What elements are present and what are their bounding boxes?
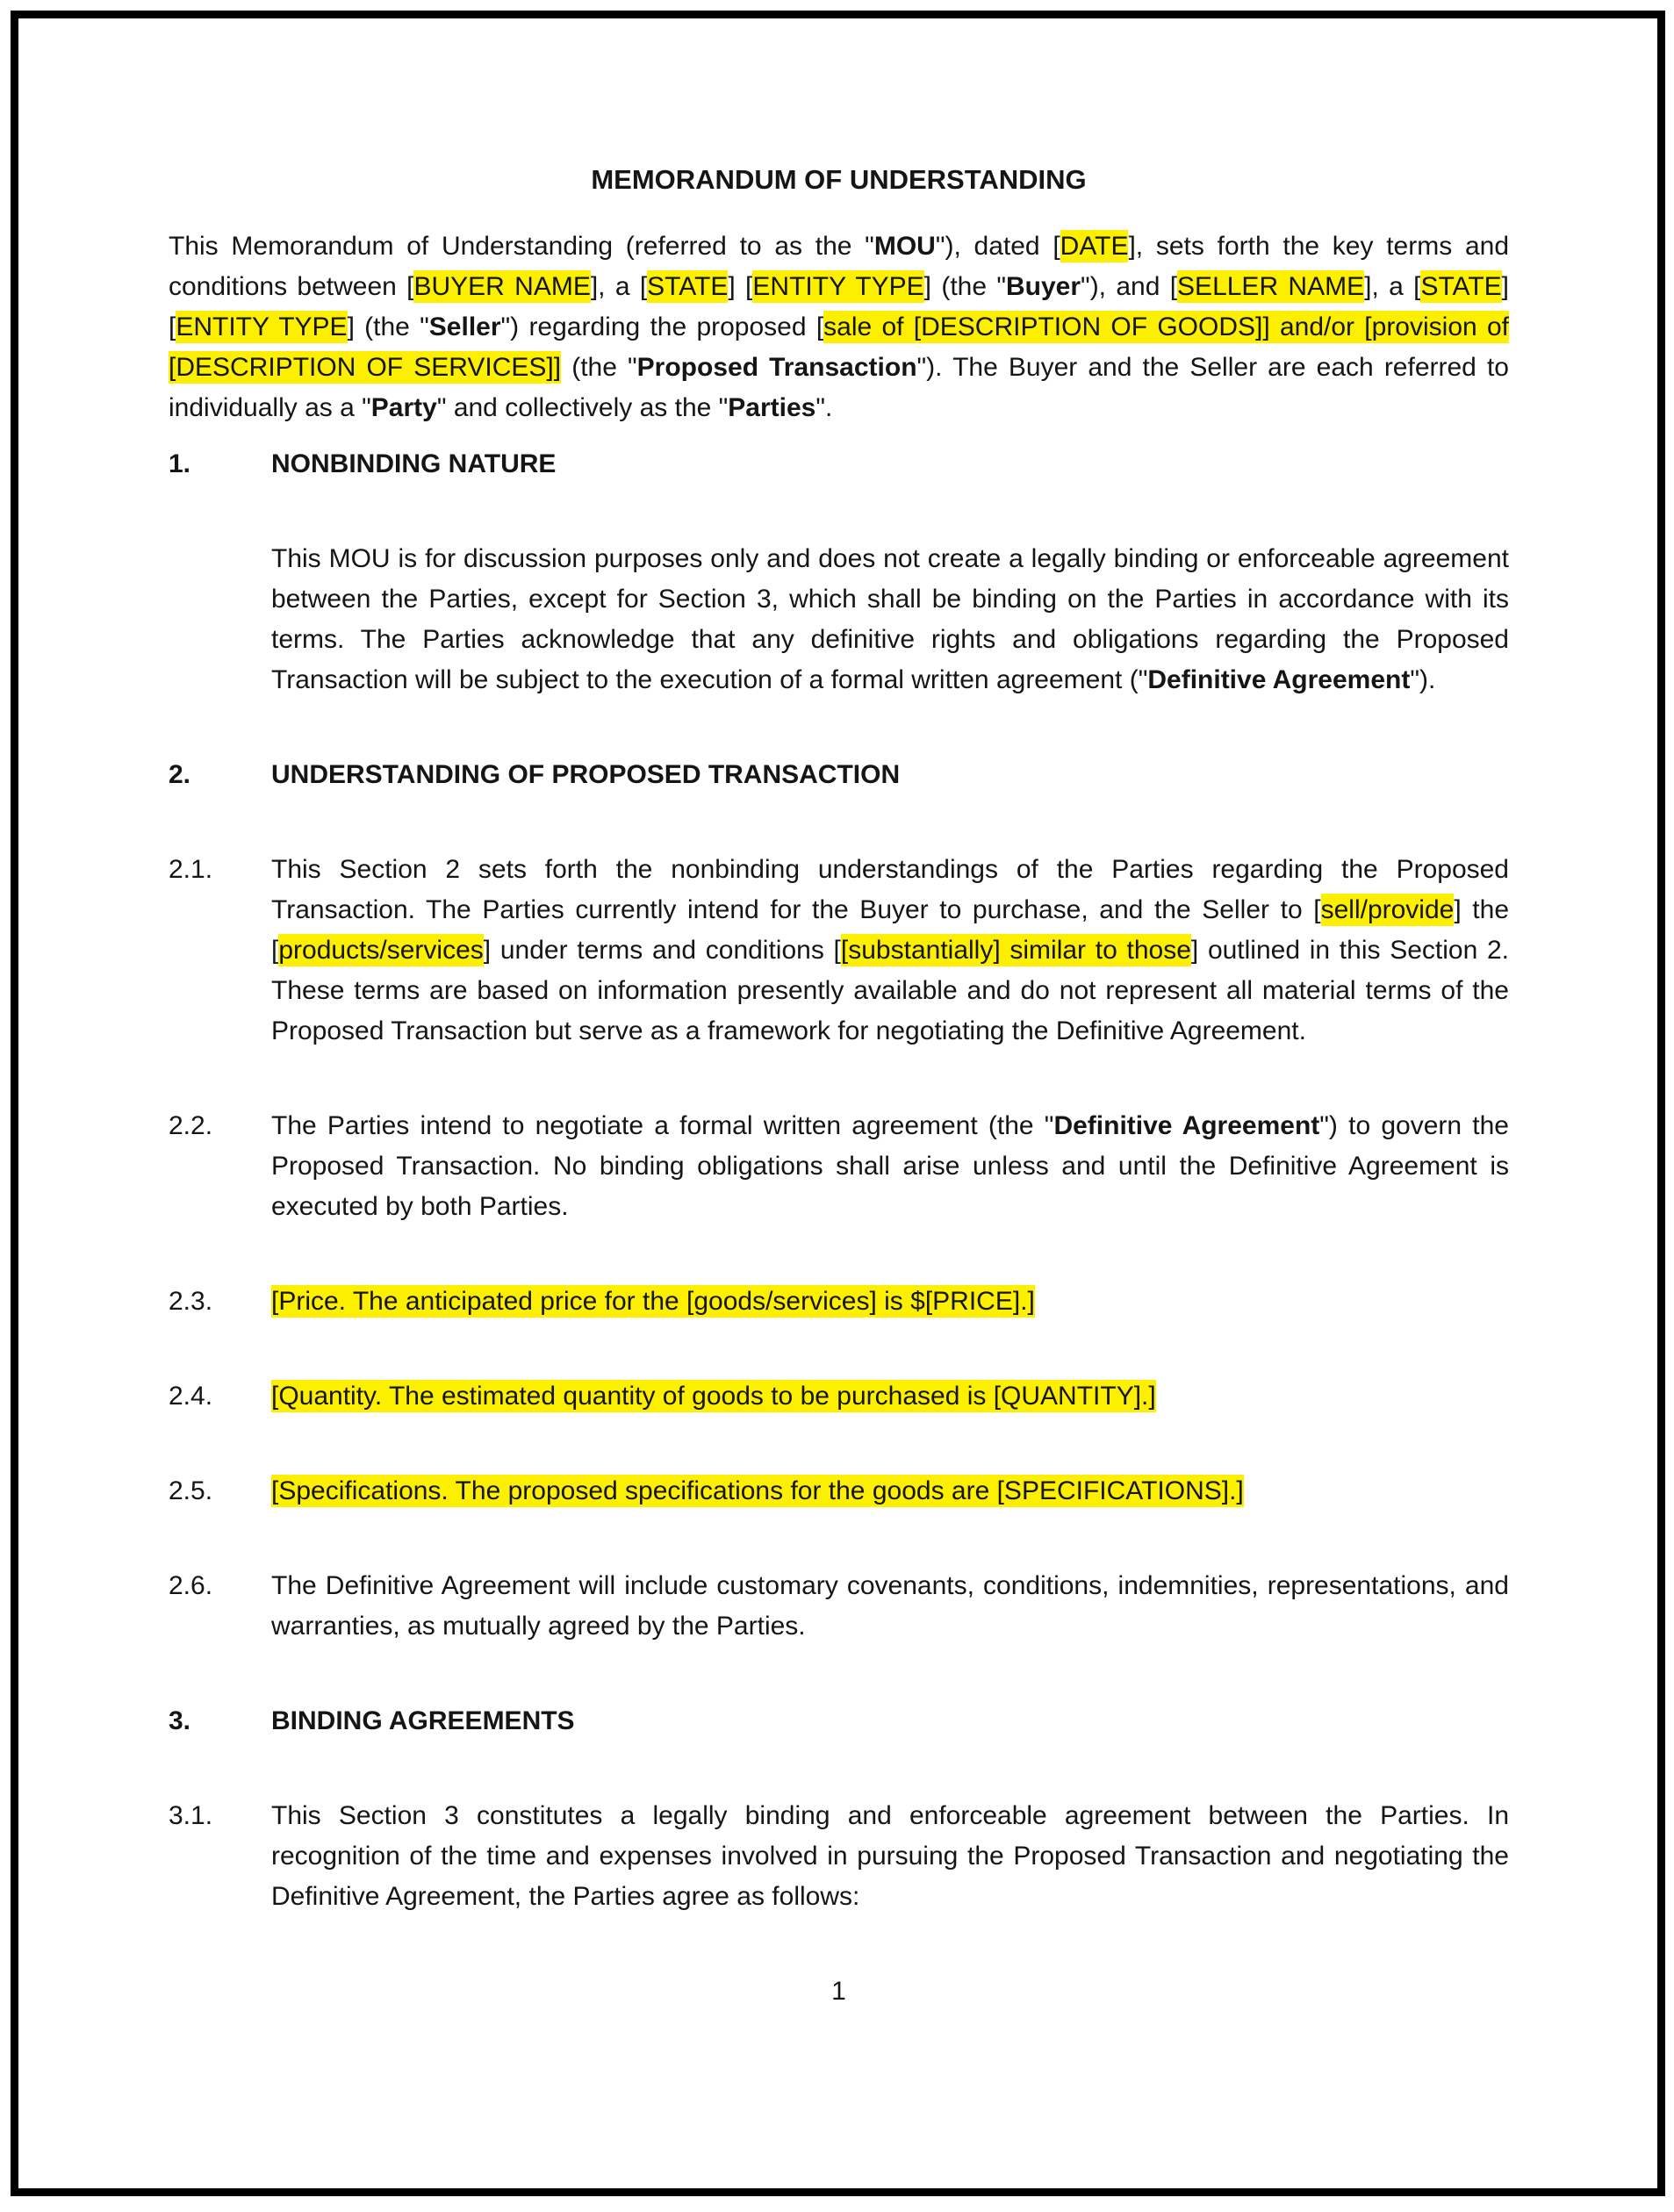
text-run: ] [	[728, 272, 753, 301]
sections	[169, 444, 1509, 1917]
text-run: This Memorandum of Understanding (referred to as the "	[169, 232, 874, 261]
text-run: ] (the "	[347, 312, 429, 341]
highlighted-placeholder: DATE	[1060, 232, 1129, 261]
text-run: ] the [	[271, 895, 1510, 965]
text-run: ] [	[169, 272, 1510, 341]
paragraph-number: 2.6.	[169, 1571, 213, 1600]
section-paragraph	[169, 1566, 1509, 1647]
section-paragraph	[169, 539, 1509, 700]
text-run: ") regarding the proposed [	[500, 312, 824, 341]
highlighted-placeholder: ENTITY TYPE	[752, 272, 924, 301]
section-paragraph	[169, 1282, 1509, 1322]
highlighted-placeholder: sell/provide	[1320, 895, 1455, 924]
section-paragraph	[169, 1796, 1509, 1917]
text-run: "), and [	[1081, 272, 1178, 301]
highlighted-placeholder: products/services	[278, 936, 484, 965]
section-heading	[169, 444, 1509, 485]
section-number: 1.	[169, 449, 191, 478]
text-run: ], sets forth the key terms and conditions between [	[169, 232, 1510, 301]
text-run: ") to govern the Proposed Transaction. No binding obligations shall arise unless and until the Definitive Agreement is executed by both Parties.	[271, 1111, 1509, 1221]
document-title: MEMORANDUM OF UNDERSTANDING	[591, 164, 1087, 195]
text-run: ] under terms and conditions [	[483, 936, 841, 965]
text-run: " and collectively as the "	[436, 393, 729, 422]
section-heading	[169, 1701, 1509, 1742]
section-number: 2.	[169, 760, 191, 789]
highlighted-placeholder: [Price. The anticipated price for the [goods/services] is $[PRICE].]	[271, 1287, 1035, 1316]
text-run: ").	[1410, 665, 1436, 694]
text-run: Buyer	[1006, 272, 1081, 301]
highlighted-placeholder: ENTITY TYPE	[176, 312, 348, 341]
highlighted-placeholder: [Quantity. The estimated quantity of goods to be purchased is [QUANTITY].]	[271, 1382, 1156, 1411]
paragraph-number: 2.1.	[169, 855, 213, 884]
section-title: BINDING AGREEMENTS	[271, 1706, 575, 1735]
section-paragraph	[169, 1376, 1509, 1417]
text-run: MOU	[873, 232, 936, 261]
text-run: The Definitive Agreement will include customary covenants, conditions, indemnities, representations, and warranties, as mutually agreed by the Parties.	[271, 1571, 1509, 1641]
highlighted-placeholder: sale of [DESCRIPTION OF GOODS]] and/or [provision of [DESCRIPTION OF SERVICES]]	[169, 312, 1509, 382]
text-run: This MOU is for discussion purposes only and does not create a legally binding or enforceable agreement between the Parties, except for Section 3, which shall be binding on the Parties in accordance with its terms. The Parties acknowledge that any definitive rights and obligations regarding the Proposed Transaction will be subject to the execution of a formal written agreement ("	[271, 544, 1509, 694]
highlighted-placeholder: STATE	[1420, 272, 1502, 301]
text-run: ] outlined in this Section 2. These terms are based on information presently available and do not represent all material terms of the Proposed Transaction but serve as a framework for negotiating the Definitive Agreement.	[271, 936, 1510, 1045]
section-title: NONBINDING NATURE	[271, 449, 557, 478]
text-run: ".	[815, 393, 833, 422]
text-run: ] (the "	[923, 272, 1006, 301]
highlighted-placeholder: [Specifications. The proposed specifications for the goods are [SPECIFICATIONS].]	[271, 1476, 1244, 1505]
section-title: UNDERSTANDING OF PROPOSED TRANSACTION	[271, 760, 901, 789]
text-run: Party	[370, 393, 437, 422]
text-run: ], a [	[590, 272, 648, 301]
document-page	[169, 160, 1509, 2012]
text-run: Parties	[728, 393, 816, 422]
section-paragraph	[169, 850, 1509, 1052]
text-run: The Parties intend to negotiate a formal written agreement (the "	[271, 1111, 1054, 1140]
highlighted-placeholder: BUYER NAME	[413, 272, 591, 301]
text-run: This Section 2 sets forth the nonbinding understandings of the Parties regarding the Proposed Transaction. The Parties currently intend for the Buyer to purchase, and the Seller to [	[271, 855, 1509, 924]
text-run: Definitive Agreement	[1147, 665, 1411, 694]
highlighted-placeholder: [substantially] similar to those	[840, 936, 1191, 965]
text-run: Proposed Transaction	[636, 353, 917, 382]
paragraph-number: 2.5.	[169, 1476, 213, 1505]
text-run: Definitive Agreement	[1053, 1111, 1320, 1140]
page-number: 1	[831, 1977, 846, 2006]
section-paragraph	[169, 1471, 1509, 1512]
paragraph-number: 3.1.	[169, 1801, 213, 1830]
paragraph-number: 2.3.	[169, 1287, 213, 1316]
highlighted-placeholder: SELLER NAME	[1177, 272, 1365, 301]
text-run: (the "	[561, 353, 637, 382]
intro-paragraph	[169, 226, 1509, 428]
paragraph-number: 2.2.	[169, 1111, 213, 1140]
text-run: "), dated [	[935, 232, 1060, 261]
text-run: "). The Buyer and the Seller are each referred to individually as a "	[169, 353, 1509, 422]
paragraph-number: 2.4.	[169, 1382, 213, 1411]
section-number: 3.	[169, 1706, 191, 1735]
section-heading	[169, 755, 1509, 795]
text-run: Seller	[428, 312, 501, 341]
section-paragraph	[169, 1106, 1509, 1227]
text-run: This Section 3 constitutes a legally binding and enforceable agreement between the Parties. In recognition of the time and expenses involved in pursuing the Proposed Transaction and negotiating the Definitive Agreement, the Parties agree as follows:	[271, 1801, 1509, 1911]
highlighted-placeholder: STATE	[647, 272, 729, 301]
text-run: ], a [	[1364, 272, 1421, 301]
